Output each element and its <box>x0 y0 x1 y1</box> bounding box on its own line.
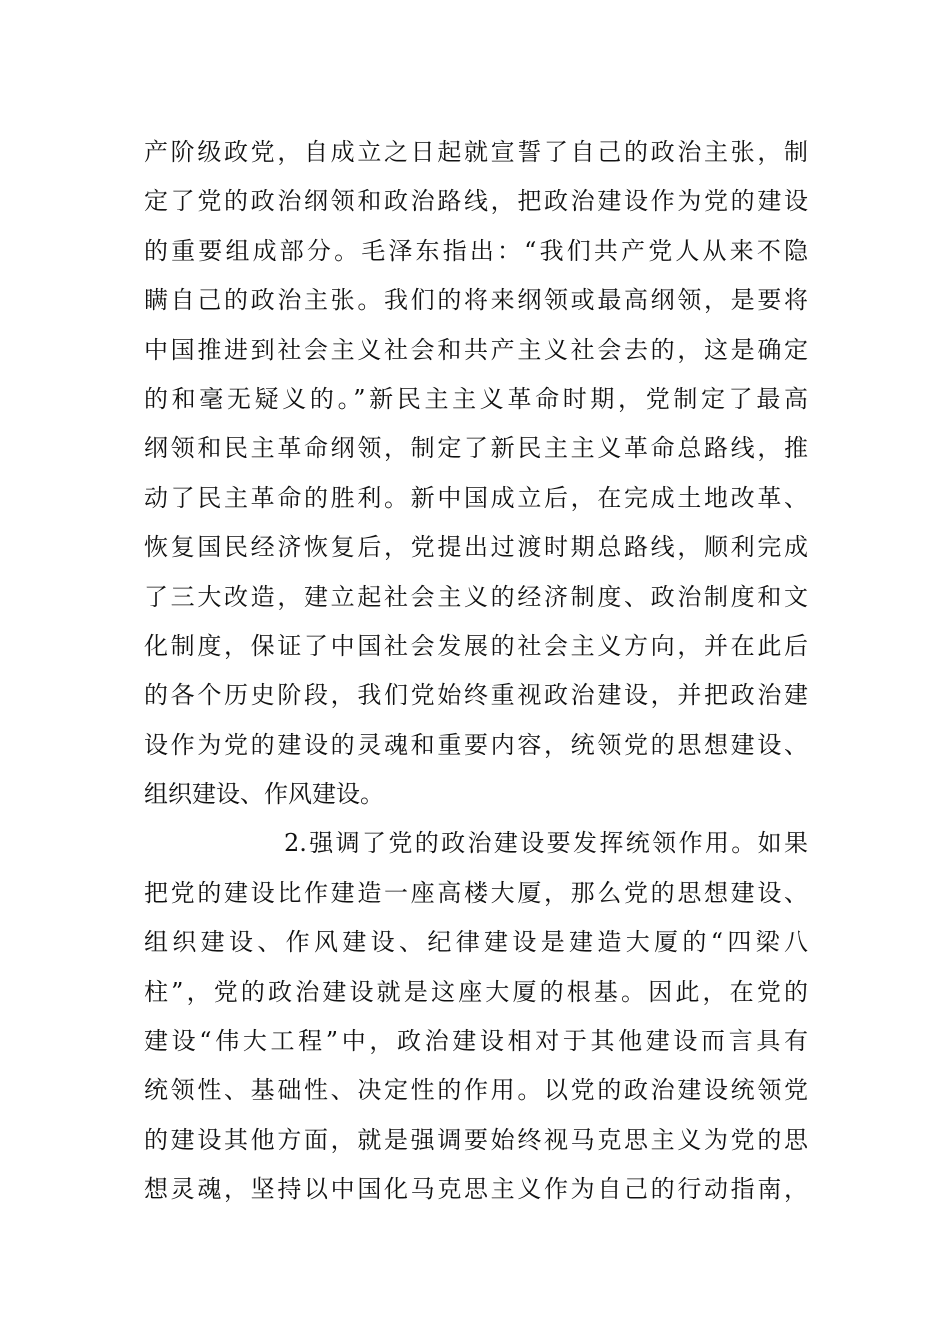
text-line: 想灵魂，坚持以中国化马克思主义作为自己的行动指南， <box>144 1175 808 1204</box>
text-line: 2.强调了党的政治建设要发挥统领作用。如果 <box>284 829 808 858</box>
paragraph-2 <box>144 819 808 1214</box>
text-line: 产阶级政党，自成立之日起就宣誓了自己的政治主张，制 <box>144 138 808 166</box>
text-line: 中国推进到社会主义社会和共产主义社会去的，这是确定 <box>144 335 808 364</box>
text-line: 恢复国民经济恢复后，党提出过渡时期总路线，顺利完成 <box>144 533 808 562</box>
text-line: 柱”，党的政治建设就是这座大厦的根基。因此，在党的 <box>144 977 808 1006</box>
text-line: 的和毫无疑义的。”新民主主义革命时期，党制定了最高 <box>144 384 808 413</box>
text-line: 了三大改造，建立起社会主义的经济制度、政治制度和文 <box>144 582 808 611</box>
text-line: 的各个历史阶段，我们党始终重视政治建设，并把政治建 <box>144 681 808 710</box>
text-line: 建设“伟大工程”中，政治建设相对于其他建设而言具有 <box>144 1027 808 1056</box>
text-line: 纲领和民主革命纲领，制定了新民主主义革命总路线，推 <box>144 434 808 463</box>
text-line: 组织建设、作风建设。 <box>144 780 384 809</box>
body-text <box>144 128 808 1215</box>
text-line: 统领性、基础性、决定性的作用。以党的政治建设统领党 <box>144 1076 808 1105</box>
text-line: 设作为党的建设的灵魂和重要内容，统领党的思想建设、 <box>144 730 808 759</box>
text-line: 组织建设、作风建设、纪律建设是建造大厦的“四梁八 <box>144 928 808 957</box>
text-line: 定了党的政治纲领和政治路线，把政治建设作为党的建设 <box>144 187 808 216</box>
text-line: 把党的建设比作建造一座高楼大厦，那么党的思想建设、 <box>144 878 808 907</box>
text-line: 的重要组成部分。毛泽东指出：“我们共产党人从来不隐 <box>144 236 808 265</box>
text-line: 瞒自己的政治主张。我们的将来纲领或最高纲领，是要将 <box>144 286 808 315</box>
paragraph-1 <box>144 128 808 819</box>
text-line: 的建设其他方面，就是强调要始终视马克思主义为党的思 <box>144 1125 808 1154</box>
text-line: 化制度，保证了中国社会发展的社会主义方向，并在此后 <box>144 631 808 660</box>
text-line: 动了民主革命的胜利。新中国成立后，在完成土地改革、 <box>144 483 808 512</box>
